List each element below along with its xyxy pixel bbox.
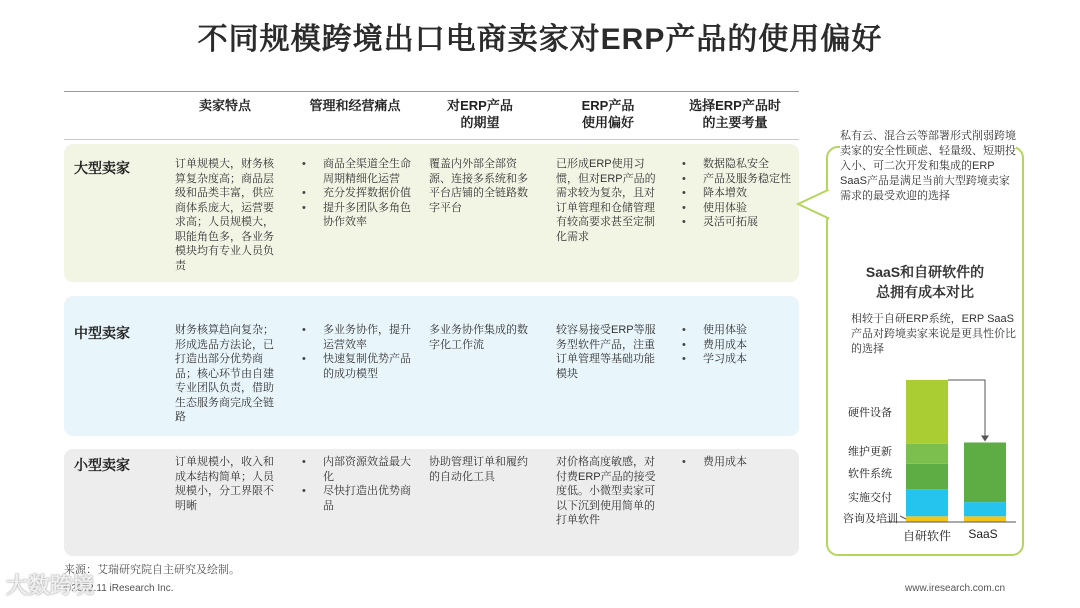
considerations-large — [682, 157, 792, 230]
bar-segment — [964, 516, 1006, 522]
list-item: • 充分发挥数据价值 — [302, 186, 412, 201]
bar-segment — [964, 442, 1006, 502]
preference-small: 对价格高度敏感，对付费ERP产品的接受度低。小微型卖家可以下沉到使用简单的打单软件 — [556, 456, 656, 526]
bar-segment — [906, 380, 948, 444]
copyright: ©2022.11 iResearch Inc. — [64, 583, 174, 594]
list-item: • 使用体验 — [682, 201, 792, 216]
list-item: • 尽快打造出优势商品 — [302, 484, 412, 513]
segment-name-small: 小型卖家 — [74, 457, 130, 473]
bar-segment — [964, 502, 1006, 516]
list-item: • 多业务协作，提升运营效率 — [302, 323, 412, 352]
x-tick-saas: SaaS — [968, 527, 998, 541]
legend-maintenance: 维护更新 — [848, 446, 892, 458]
expectation-small: 协助管理订单和履约的自动化工具 — [429, 456, 528, 483]
list-item: • 费用成本 — [682, 455, 792, 470]
column-header-pains: 管理和经营痛点 — [309, 98, 401, 113]
pains-small — [302, 455, 412, 513]
x-tick-self-built: 自研软件 — [902, 529, 951, 543]
considerations-medium — [682, 323, 792, 367]
column-header-traits: 卖家特点 — [198, 98, 251, 113]
arrow-head — [981, 435, 989, 441]
list-item: • 商品全渠道全生命周期精细化运营 — [302, 157, 412, 186]
list-item: • 产品及服务稳定性 — [682, 172, 792, 187]
website-url: www.iresearch.com.cn — [905, 583, 1006, 594]
watermark: 大数跨境 — [6, 573, 95, 598]
legend-hardware: 硬件设备 — [848, 407, 892, 419]
traits-large: 订单规模大，财务核算复杂度高；商品层级和品类丰富，供应商体系庞大，运营要求高；人员规模大，职能角色多，各业务模块均有专业人员负责 — [175, 158, 274, 272]
preference-medium: 较容易接受ERP等服务型软件产品，注重订单管理等基础功能模块 — [556, 324, 656, 380]
header-top-rule — [64, 91, 799, 92]
bar-segment — [906, 516, 948, 522]
page-title: 不同规模跨境出口电商卖家对ERP产品的使用偏好 — [197, 23, 883, 56]
list-item: • 内部资源效益最大化 — [302, 455, 412, 484]
legend-consulting: 咨询及培训 — [843, 513, 898, 525]
list-item: • 灵活可拓展 — [682, 215, 792, 230]
traits-small: 订单规模小，收入和成本结构简单；人员规模小，分工界限不明晰 — [175, 456, 274, 512]
side-note: 相较于自研ERP系统，ERP SaaS产品对跨境卖家来说是更具性价比的选择 — [851, 313, 1016, 355]
bar-segment — [906, 489, 948, 516]
list-item: • 数据隐私安全 — [682, 157, 792, 172]
label-leader-line — [900, 516, 906, 519]
bar-segment — [906, 444, 948, 464]
traits-medium: 财务核算趋向复杂；形成选品方法论，已打造出部分优势商品；核心环节由自建专业团队负责，借助生态服务商完成全链路 — [175, 324, 274, 423]
preference-large: 已形成ERP使用习惯，但对ERP产品的需求较为复杂，且对订单管理和仓储管理有较高要求甚至定制化需求 — [556, 158, 656, 243]
comparison-arrow — [948, 380, 985, 436]
column-header-expectation: 对ERP产品 的期望 — [447, 98, 513, 130]
segment-name-large: 大型卖家 — [74, 160, 130, 176]
side-title: SaaS和自研软件的 总拥有成本对比 — [865, 264, 985, 300]
list-item: • 快速复制优势产品的成功模型 — [302, 352, 412, 381]
column-header-preference: ERP产品 使用偏好 — [581, 98, 635, 130]
considerations-small — [682, 455, 792, 470]
list-item: • 提升多团队多角色协作效率 — [302, 201, 412, 230]
bar-segment — [906, 464, 948, 490]
column-header-considerations: 选择ERP产品时 的主要考量 — [689, 98, 781, 130]
list-item: • 学习成本 — [682, 352, 792, 367]
legend-implementation: 实施交付 — [848, 492, 892, 504]
source-note: 来源：艾瑞研究院自主研究及绘制。 — [64, 564, 240, 576]
list-item: • 使用体验 — [682, 323, 792, 338]
list-item: • 降本增效 — [682, 186, 792, 201]
pains-large — [302, 157, 412, 230]
expectation-medium: 多业务协作集成的数字化工作流 — [429, 324, 528, 351]
pains-medium — [302, 323, 412, 381]
legend-software: 软件系统 — [848, 468, 892, 480]
callout-text: 私有云、混合云等部署形式削弱跨境卖家的安全性顾虑、轻量级、短期投入小、可二次开发和集成的ERP SaaS产品是满足当前大型跨境卖家需求的最受欢迎的选择 — [840, 130, 1016, 202]
header-bottom-rule — [64, 139, 799, 140]
expectation-large: 覆盖内外部全部资源、连接多系统和多平台店铺的全链路数字平台 — [429, 158, 528, 214]
list-item: • 费用成本 — [682, 338, 792, 353]
callout-pointer — [796, 190, 830, 220]
segment-name-medium: 中型卖家 — [74, 325, 130, 341]
